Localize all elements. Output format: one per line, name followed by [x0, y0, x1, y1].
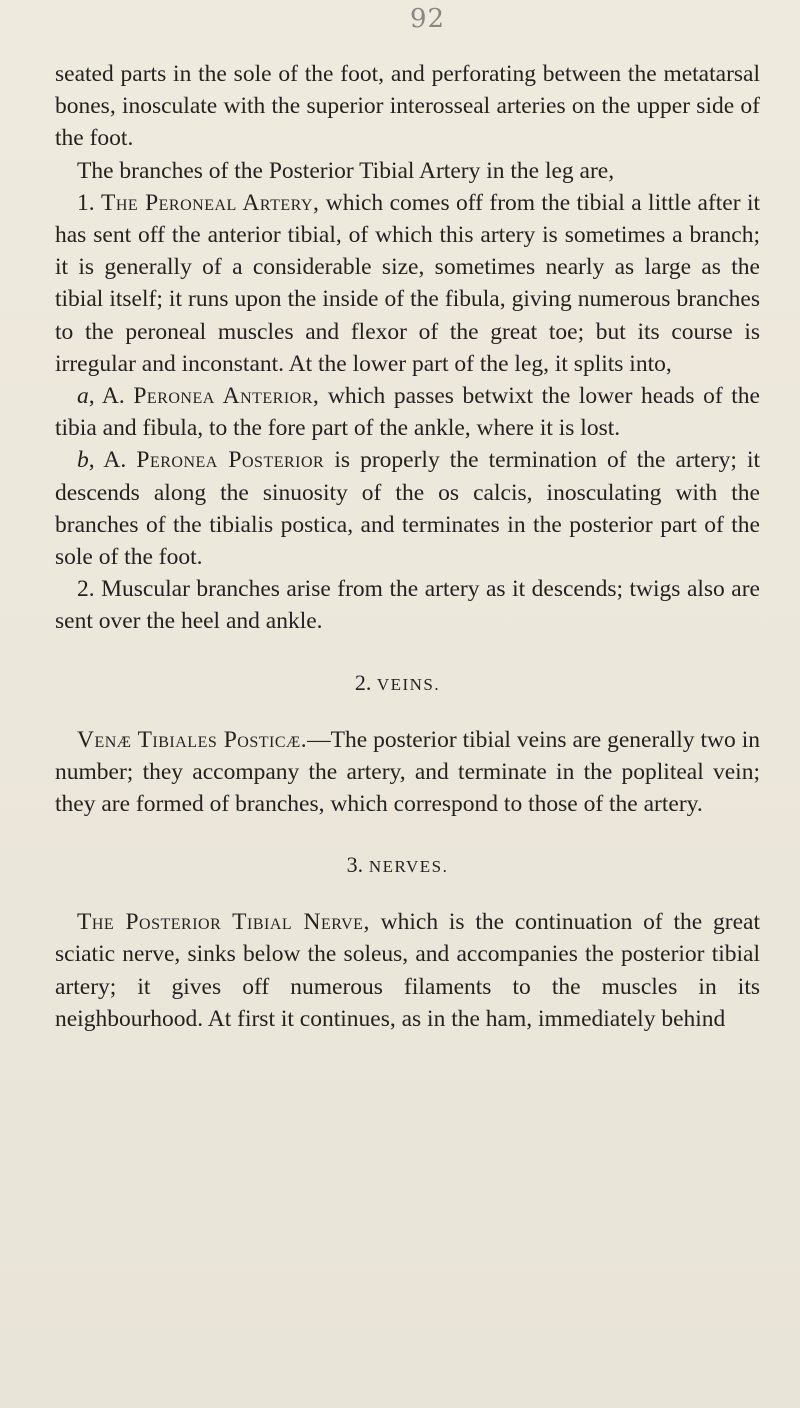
paragraph-peronea-anterior: [55, 380, 760, 444]
term-posterior-tibial-nerve: The Posterior Tibial Nerve,: [77, 909, 370, 936]
item-letter-a: a: [77, 383, 89, 410]
paragraph-venae-tibiales: [55, 724, 760, 821]
section-heading-veins: [55, 670, 760, 696]
paragraph-muscular-branches: 2. Muscular branches arise from the artery as it descends; twigs also are sent over the heel and ankle.: [55, 576, 760, 635]
term-peronea-anterior: Peronea Anterior,: [133, 383, 320, 410]
item-letter-b: b: [77, 447, 89, 474]
peronea-posterior-text: is properly the termination of the artery; it descends along the sinuosity of the os calcis, inosculating with the branches of the tibialis postica, and terminates in the posterior part of the sole of the foot.: [55, 447, 760, 571]
body-text-nerves: [55, 906, 760, 1035]
section-label: NERVES.: [368, 857, 449, 877]
term-peroneal-artery: The Peroneal Artery,: [101, 189, 320, 216]
paragraph-branches-intro: The branches of the Posterior Tibial Artery in the leg are,: [77, 157, 615, 184]
section-label: VEINS.: [376, 674, 441, 694]
paragraph-peronea-posterior: [55, 444, 760, 573]
item-number: 1.: [77, 189, 102, 216]
paragraph-peroneal-artery: [55, 187, 760, 380]
paragraph-tibial-nerve: [55, 906, 760, 1035]
body-text-veins: [55, 724, 760, 821]
peronea-anterior-text: which passes betwixt the lower heads of the tibia and fibula, to the fore part of the ankle, where it is lost.: [55, 383, 760, 442]
item-separator: , A.: [88, 383, 134, 410]
term-venae-tibiales: Venæ Tibiales Posticæ.: [77, 726, 308, 753]
term-peronea-posterior: Peronea Posterior: [136, 447, 325, 474]
paragraph-continuation: seated parts in the sole of the foot, and perforating between the metatarsal bones, inosculate with the superior interosseal arteries on the upper side of the foot.: [55, 61, 760, 152]
section-number: 2.: [354, 669, 372, 695]
venae-tibiales-text: —The posterior tibial veins are generally two in number; they accompany the artery, and terminate in the popliteal vein; they are formed of branches, which correspond to those of the artery.: [55, 726, 760, 818]
item-separator: , A.: [88, 447, 137, 474]
posterior-tibial-nerve-text: which is the continuation of the great sciatic nerve, sinks below the soleus, and accompanies the posterior tibial artery; it gives off numerous filaments to the muscles in its neighbourhood. At first it continues, as in the ham, immediately behind: [55, 909, 761, 1032]
body-text: [55, 58, 760, 638]
section-number: 3.: [346, 852, 364, 878]
page-number: 92: [410, 4, 446, 34]
peroneal-artery-text: which comes off from the tibial a little after it has sent off the anterior tibial, of which this artery is sometimes a branch; it is generally of a considerable size, sometimes nearly as large as the tibial itself; it runs upon the inside of the fibula, giving numerous branches to the peroneal muscles and flexor of the great toe; but its course is irregular and inconstant. At the lower part of the leg, it splits into,: [55, 189, 760, 377]
section-heading-nerves: [55, 852, 760, 878]
